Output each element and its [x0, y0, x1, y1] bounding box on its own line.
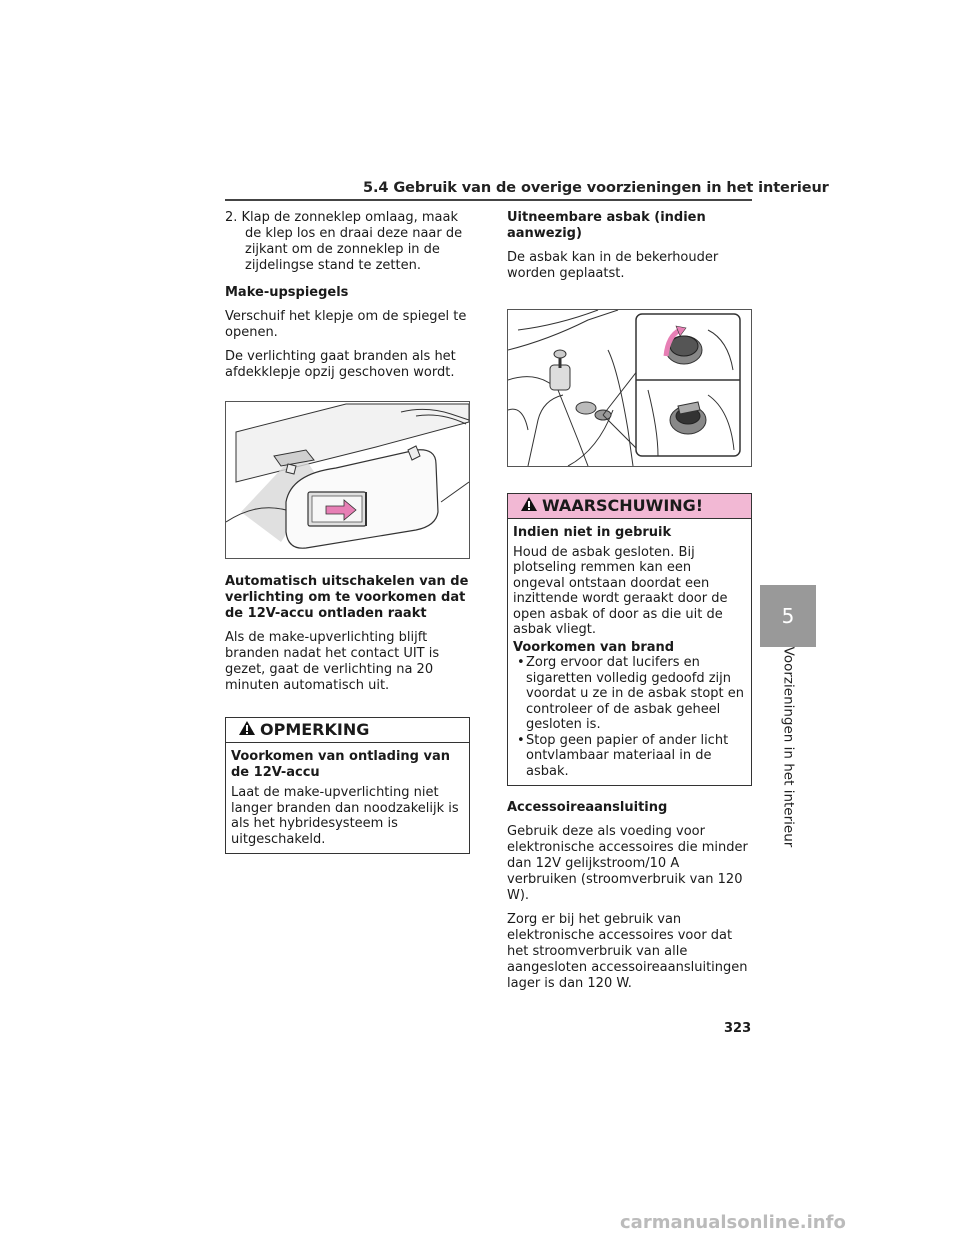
chapter-number: 5	[781, 604, 795, 628]
vanity-mirror-figure	[225, 401, 470, 559]
mirrors-heading: Make-upspiegels	[225, 285, 349, 300]
chapter-title: Voorzieningen in het interieur	[780, 646, 796, 848]
warning-title: WAARSCHUWING!	[542, 495, 704, 515]
warning-bullet: • Zorg ervoor dat lucifers en sigaretten volledig gedoofd zijn voordat u ze in de asbak stopt en controleer of de asbak geheel gesloten is.	[513, 655, 746, 733]
note-subtitle: Voorkomen van ontlading van de 12V-accu	[231, 749, 451, 780]
auto-off-paragraph: Als de make-upverlichting blijft branden nadat het contact UIT is gezet, gaat de verlichting na 20 minuten automatisch uit.	[225, 630, 440, 693]
chapter-side-label	[760, 646, 816, 848]
watermark: carmanualsonline.info	[620, 1212, 846, 1233]
ashtray-heading: Uitneembare asbak (indien aanwezig)	[507, 210, 706, 241]
warning-bullet-list	[513, 655, 746, 779]
accessory-paragraph-2: Zorg er bij het gebruik van elektronische accessoires voor dat het stroomverbruik van alle aangesloten accessoireaansluitingen lager is dan 120 W.	[507, 912, 748, 991]
auto-off-heading: Automatisch uitschakelen van de verlichting om te voorkomen dat de 12V-accu ontladen raakt	[225, 574, 469, 621]
left-column	[225, 210, 470, 854]
caution-triangle-icon	[238, 720, 256, 739]
ashtray-illustration	[508, 310, 751, 466]
warning-subtitle-2: Voorkomen van brand	[513, 639, 675, 655]
accessory-heading: Accessoireaansluiting	[507, 800, 668, 815]
chapter-tab	[760, 585, 816, 647]
page-number: 323	[724, 1021, 752, 1036]
note-body	[226, 743, 469, 853]
note-header	[226, 718, 469, 743]
step-2-text: 2. Klap de zonneklep omlaag, maak de klep los en draai deze naar de zijkant om de zonneklep in de zijdelingse stand te zetten.	[225, 210, 463, 273]
ashtray-paragraph: De asbak kan in de bekerhouder worden geplaatst.	[507, 250, 719, 281]
section-header: 5.4 Gebruik van de overige voorzieningen in het interieur	[363, 180, 829, 196]
accessory-paragraph-1: Gebruik deze als voeding voor elektronische accessoires die minder dan 12V gelijkstroom/10 A verbruiken (stroomverbruik van 120 W).	[507, 824, 748, 903]
warning-box	[507, 493, 752, 786]
note-box	[225, 717, 470, 854]
note-text: Laat de make-upverlichting niet langer branden dan noodzakelijk is als het hybridesysteem is uitgeschakeld.	[231, 785, 459, 847]
mirrors-paragraph-1: Verschuif het klepje om de spiegel te openen.	[225, 309, 467, 340]
ashtray-figure	[507, 309, 752, 467]
warning-text-1: Houd de asbak gesloten. Bij plotseling remmen kan een ongeval ontstaan doordat een inzittende wordt geraakt door de open asbak of door as die uit de asbak vliegt.	[513, 544, 728, 637]
warning-header	[508, 494, 751, 519]
sun-visor-illustration	[226, 402, 469, 558]
note-title: OPMERKING	[260, 719, 370, 739]
warning-subtitle-1: Indien niet in gebruik	[513, 525, 672, 540]
mirrors-paragraph-2: De verlichting gaat branden als het afdekklepje opzij geschoven wordt.	[225, 349, 456, 380]
warning-triangle-icon	[520, 496, 538, 515]
warning-body	[508, 519, 751, 785]
right-column	[507, 210, 751, 992]
header-rule	[225, 199, 752, 201]
warning-bullet: • Stop geen papier of ander licht ontvlambaar materiaal in de asbak.	[513, 733, 746, 780]
